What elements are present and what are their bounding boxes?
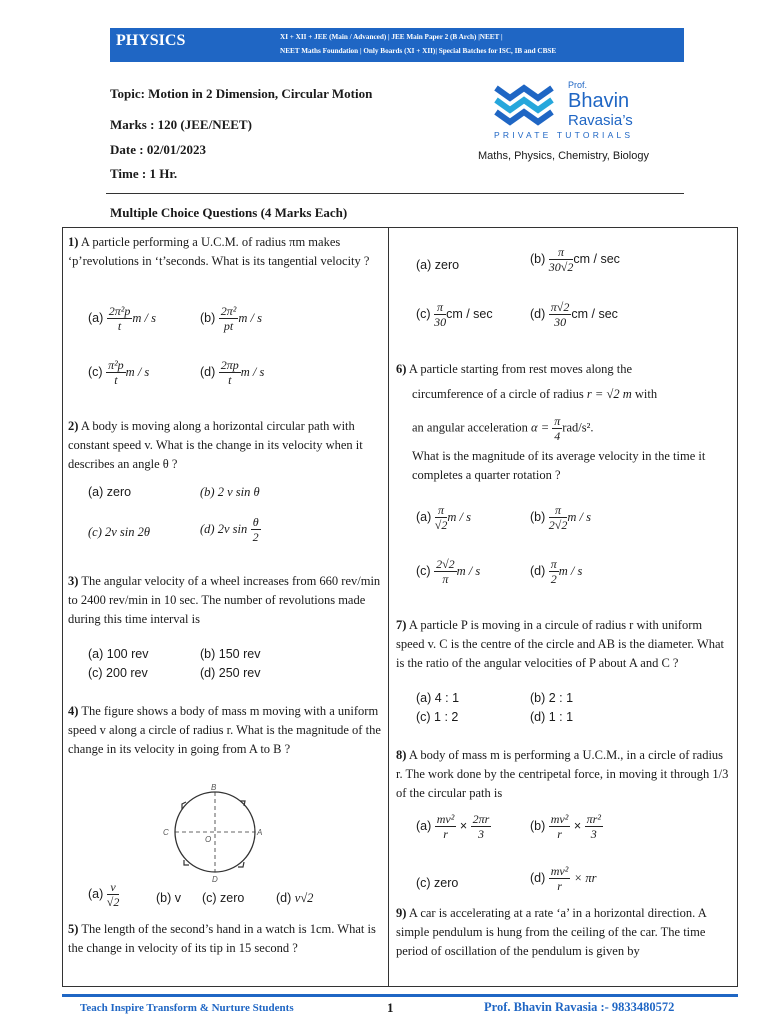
column-divider (388, 227, 389, 987)
courses-line-2: NEET Maths Foundation | Only Boards (XI + XII)| Special Batches for ISC, IB and CBSE (280, 47, 557, 55)
q7-option-c: (c) 1 : 2 (416, 710, 459, 724)
subjects-offered: Maths, Physics, Chemistry, Biology (478, 150, 649, 162)
question-number: 3) (68, 574, 79, 588)
header-divider (106, 193, 684, 194)
exam-date: Date : 02/01/2023 (110, 142, 207, 157)
question-3 (68, 572, 384, 629)
q7-option-a: (a) 4 : 1 (416, 691, 460, 705)
logo-mark-icon (494, 82, 560, 126)
point-a-label: A (257, 828, 263, 837)
question-number: 8) (396, 748, 407, 762)
q3-option-c: (c) 200 rev (88, 666, 148, 680)
question-6: 6) A particle starting from rest moves along the circumference of a circle of radius r = √2 m with an angular acceleration α = $\frac{\pi}{4}$ rad/s². What is the magnitude of its average velocity in the time it completes a quarter rotation ? (396, 362, 706, 482)
q3-option-a: (a) 100 rev (88, 647, 149, 661)
question-text: A body is moving along a horizontal circular path with constant speed v. What is the change in its velocity when it describes an angle θ ? (68, 419, 363, 471)
q4-option-c: (c) zero (202, 891, 245, 905)
question-1 (68, 233, 384, 271)
q3-option-d: (d) 250 rev (200, 666, 261, 680)
q2-option-d: (d) 2v sin $\frac{\theta}{2}$ (200, 515, 259, 544)
question-text: The angular velocity of a wheel increases from 660 rev/min to 2400 rev/min in 10 sec. The number of revolutions made during this time interval is (68, 574, 381, 626)
q7-option-d: (d) 1 : 1 (530, 710, 574, 724)
q5-option-d: (d) $\frac{\pi√2}{30}$ cm / sec (530, 300, 618, 329)
q8-option-a: (a) $\frac{\text{mv²}}{r}$ × $\frac{2\pi r}{3}$ (416, 812, 490, 841)
q5-option-c: (c) $\frac{\pi}{30}$ cm / sec (416, 300, 493, 329)
point-c-label: C (163, 828, 169, 837)
question-number: 7) (396, 618, 407, 632)
footer-contact: Prof. Bhavin Ravasia :- 9833480572 (484, 1000, 675, 1014)
q5-option-a: (a) zero (416, 258, 460, 272)
question-number: 1) (68, 235, 79, 249)
centre-o-label: O (205, 835, 212, 844)
question-text: A car is accelerating at a rate ‘a’ in a horizontal direction. A simple pendulum is hung from the ceiling of the car. The time period of oscillation of the pendulum is given by (396, 906, 707, 958)
q4-option-d: (d) v√2 (276, 891, 314, 905)
question-text: The length of the second’s hand in a watch is 1cm. What is the change in velocity of its tip in 15 second ? (68, 922, 376, 955)
question-4 (68, 702, 384, 759)
q6-option-a: (a) $\frac{\pi}{√2}$ m / s (416, 503, 471, 532)
q2-option-b: (b) 2 v sin θ (200, 485, 260, 499)
point-b-label: B (211, 783, 217, 792)
question-5 (68, 920, 384, 958)
question-text: The figure shows a body of mass m moving with a uniform speed v along a circle of radius r. What is the magnitude of the change in its velocity in going from A to B ? (68, 704, 381, 756)
question-number: 9) (396, 906, 407, 920)
question-7 (396, 616, 732, 673)
q4-option-a: (a) $\frac{v}{√2}$ (88, 880, 120, 909)
question-text: A body of mass m is performing a U.C.M., in a circle of radius r. The work done by the centripetal force, in moving it through 1/3 of the circular path is (396, 748, 729, 800)
question-text: A particle performing a U.C.M. of radius πm makes ‘p’revolutions in ‘t’seconds. What is its tangential velocity ? (68, 235, 370, 268)
q4-option-b: (b) v (156, 891, 181, 905)
circle-motion-figure (160, 782, 270, 886)
point-d-label: D (212, 875, 218, 884)
q8-option-c: (c) zero (416, 876, 459, 890)
logo-name-last: Ravasia’s (568, 112, 633, 129)
tutorials-logo (494, 80, 654, 140)
q1-option-a: (a) $\frac{\text{2π²p}}{t}$ m / s (88, 304, 156, 333)
logo-prof: Prof. (568, 80, 588, 90)
courses-line-1: XI + XII + JEE (Main / Advanced) | JEE Main Paper 2 (B Arch) |NEET | (280, 33, 503, 41)
q6-option-d: (d) $\frac{\pi}{2}$ m / s (530, 557, 583, 586)
question-8 (396, 746, 732, 803)
question-number: 6) (396, 362, 407, 376)
question-text: A particle P is moving in a circule of radius r with uniform speed v. C is the centre of the circle and AB is the diameter. What is the ratio of the angular velocities of P about A and C ? (396, 618, 725, 670)
q1-option-d: (d) $\frac{2\pi p}{t}$ m / s (200, 358, 265, 387)
question-number: 2) (68, 419, 79, 433)
q1-option-c: (c) $\frac{\text{π²p}}{t}$ m / s (88, 358, 150, 387)
page-number: 1 (387, 1000, 394, 1015)
question-2 (68, 417, 384, 474)
question-number: 5) (68, 922, 79, 936)
q6-option-b: (b) $\frac{\pi}{2√2}$ m / s (530, 503, 591, 532)
q2-option-c: (c) 2v sin 2θ (88, 525, 151, 539)
q5-option-b: (b) $\frac{\pi}{30√2}$ cm / sec (530, 245, 620, 274)
q8-option-d: (d) $\frac{\text{mv²}}{r}$ × πr (530, 864, 597, 893)
footer-rule (62, 994, 738, 997)
q1-option-b: (b) $\frac{\text{2π²}}{pt}$ m / s (200, 304, 262, 333)
footer-tagline: Teach Inspire Transform & Nurture Students (80, 1002, 294, 1014)
q2-option-a: (a) zero (88, 485, 132, 499)
q6-option-c: (c) $\frac{2√2}{\pi}$ m / s (416, 557, 481, 586)
question-9 (396, 904, 732, 961)
topic: Topic: Motion in 2 Dimension, Circular Motion (110, 86, 373, 101)
header-banner (110, 28, 684, 62)
exam-time: Time : 1 Hr. (110, 166, 178, 181)
subject-title: PHYSICS (116, 32, 186, 49)
q3-option-b: (b) 150 rev (200, 647, 261, 661)
q7-option-b: (b) 2 : 1 (530, 691, 574, 705)
section-title: Multiple Choice Questions (4 Marks Each) (110, 205, 348, 220)
question-number: 4) (68, 704, 79, 718)
courses-list (280, 30, 680, 58)
logo-name-first: Bhavin (568, 90, 630, 112)
marks: Marks : 120 (JEE/NEET) (110, 117, 252, 132)
q8-option-b: (b) $\frac{\text{mv²}}{r}$ × $\frac{\text{πr²}}{3}$ (530, 812, 601, 841)
logo-tagline: PRIVATE TUTORIALS (494, 130, 634, 140)
